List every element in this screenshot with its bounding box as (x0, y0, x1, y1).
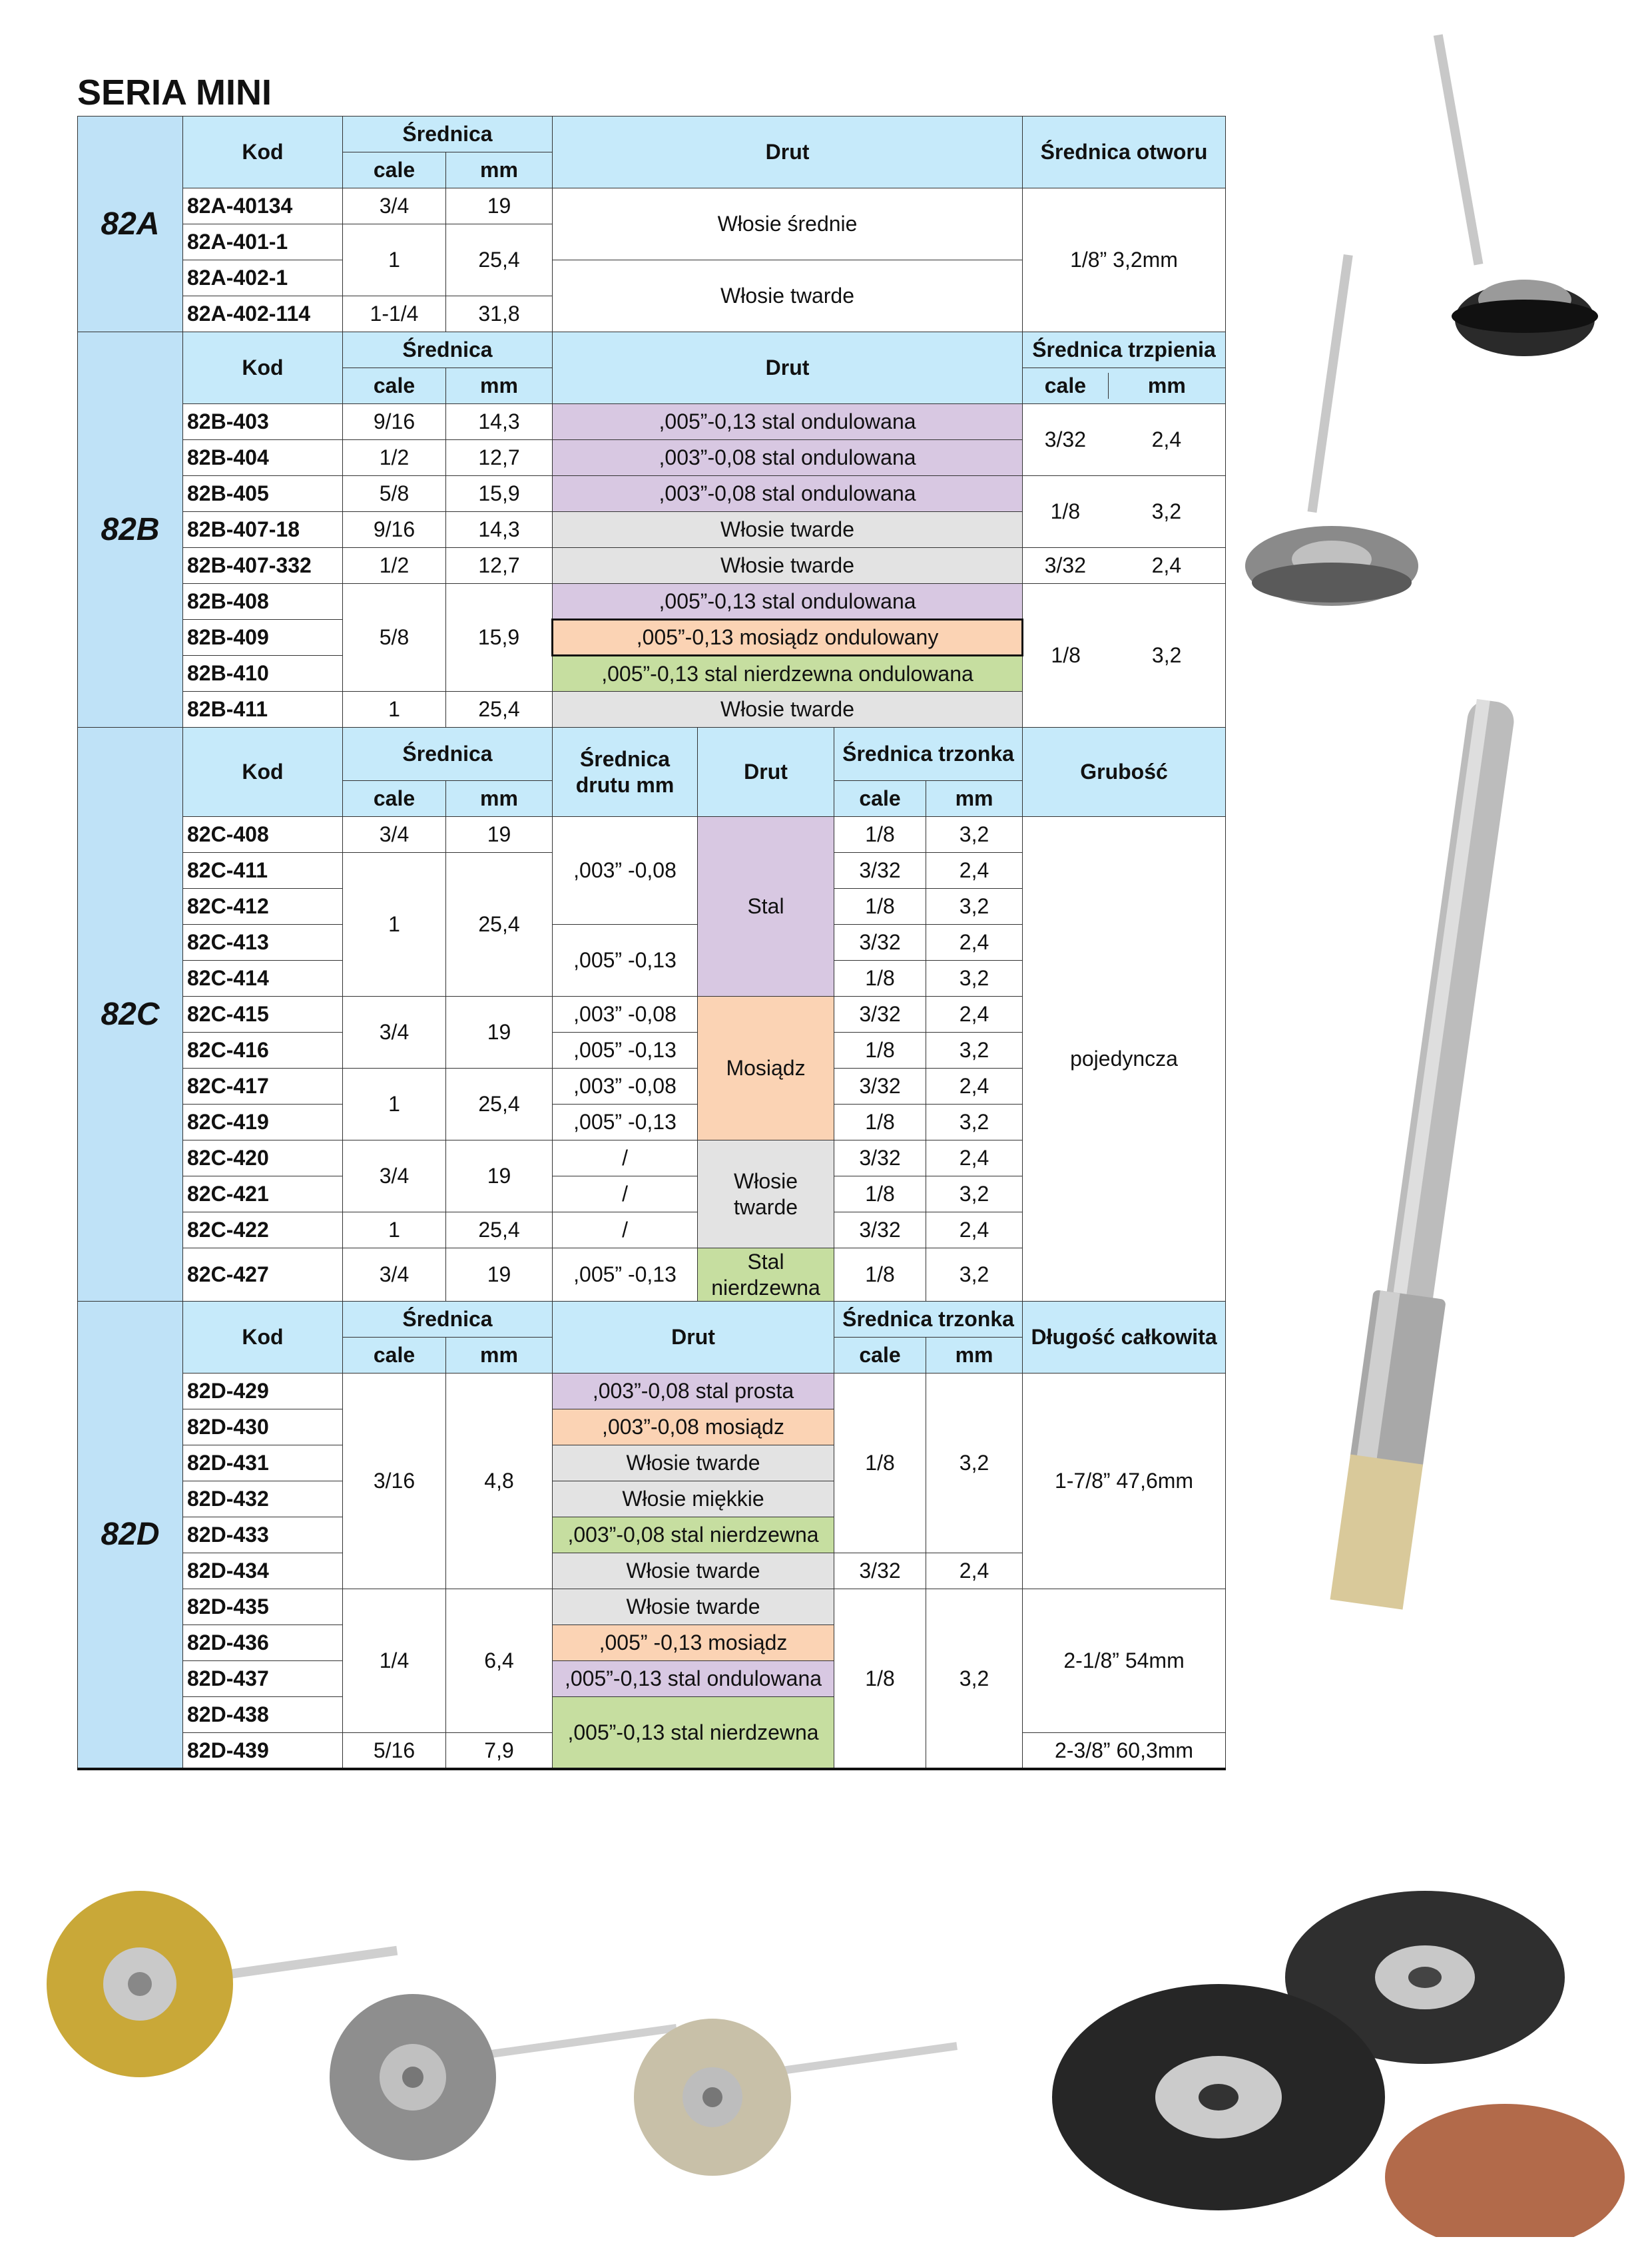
code-cell: 82B-405 (183, 476, 343, 512)
page-title: SERIA MINI (77, 73, 272, 113)
mm-cell: 25,4 (446, 1069, 553, 1140)
dlugosc-cell: 2-1/8” 54mm (1023, 1589, 1226, 1733)
drut-cell: ,005”-0,13 stal ondulowana (553, 1661, 834, 1697)
series-label: 82B (78, 332, 183, 728)
cale-cell: 3/4 (343, 188, 446, 224)
header-drut: Drut (698, 728, 834, 817)
drut-cell: Włosie miękkie (553, 1481, 834, 1517)
header-mm: mm (446, 368, 553, 404)
cale-cell: 3/4 (343, 997, 446, 1069)
header-cale: cale (1023, 373, 1109, 398)
cale-cell: 5/8 (343, 584, 446, 692)
code-cell: 82C-422 (183, 1212, 343, 1248)
mm-cell: 25,4 (446, 692, 553, 728)
header-cale: cale (834, 781, 926, 817)
header-grubosc: Grubość (1023, 728, 1226, 817)
trzonek-cale: 1/8 (834, 1033, 926, 1069)
trzonek-mm: 2,4 (926, 853, 1023, 889)
sr-drutu-cell: ,005” -0,13 (553, 1248, 698, 1302)
header-kod: Kod (183, 728, 343, 817)
grubosc-cell: pojedyncza (1023, 817, 1226, 1302)
cup-brush-photo (1432, 20, 1631, 406)
code-cell: 82C-421 (183, 1176, 343, 1212)
code-cell: 82C-414 (183, 961, 343, 997)
series-label: 82D (78, 1302, 183, 1769)
header-mm: mm (446, 152, 553, 188)
mm-cell: 25,4 (446, 853, 553, 997)
mm-cell: 19 (446, 1248, 553, 1302)
drut-cell: ,003”-0,08 stal nierdzewna (553, 1517, 834, 1553)
drut-cell: ,005”-0,13 stal nierdzewna (553, 1697, 834, 1769)
mm-cell: 25,4 (446, 1212, 553, 1248)
code-cell: 82D-434 (183, 1553, 343, 1589)
code-cell: 82D-429 (183, 1374, 343, 1409)
cale-cell: 3/4 (343, 1248, 446, 1302)
sr-drutu-cell: / (553, 1212, 698, 1248)
otwor-cell: 1/8” 3,2mm (1023, 188, 1226, 332)
mm-cell: 12,7 (446, 548, 553, 584)
trzonek-cale: 1/8 (834, 1589, 926, 1769)
trzonek-mm: 2,4 (926, 1069, 1023, 1105)
drut-cell: ,005”-0,13 mosiądz ondulowany (553, 620, 1023, 656)
drut-cell: Włosie twarde (553, 1445, 834, 1481)
code-cell: 82B-407-332 (183, 548, 343, 584)
drut-cell: Mosiądz (698, 997, 834, 1140)
code-cell: 82D-431 (183, 1445, 343, 1481)
code-cell: 82C-415 (183, 997, 343, 1033)
end-brush-photo (1305, 699, 1585, 1644)
sr-drutu-cell: / (553, 1140, 698, 1176)
mm-cell: 19 (446, 997, 553, 1069)
wheel-brushes-coin-photo (999, 1877, 1638, 2237)
series-label: 82A (78, 117, 183, 332)
code-cell: 82A-401-1 (183, 224, 343, 260)
header-srednica: Średnica (343, 728, 553, 781)
trzpien-mm: 2,4 (1151, 427, 1182, 452)
drut-cell: ,003”-0,08 stal ondulowana (553, 440, 1023, 476)
header-cale: cale (343, 152, 446, 188)
drut-cell: Włosie twarde (553, 1589, 834, 1625)
cup-brush-photo (1232, 253, 1445, 639)
sr-drutu-cell: ,003” -0,08 (553, 1069, 698, 1105)
header-srednica-drutu: Średnica drutu mm (553, 728, 698, 817)
code-cell: 82B-409 (183, 620, 343, 656)
trzonek-mm: 3,2 (926, 1105, 1023, 1140)
sr-drutu-cell: ,005” -0,13 (553, 925, 698, 997)
trzpien-mm: 3,2 (1151, 499, 1182, 524)
trzonek-cale: 1/8 (834, 1374, 926, 1553)
code-cell: 82C-411 (183, 853, 343, 889)
cale-cell: 1/2 (343, 440, 446, 476)
cale-cell: 1/4 (343, 1589, 446, 1733)
trzonek-cale: 3/32 (834, 1212, 926, 1248)
drut-cell: ,005”-0,13 stal ondulowana (553, 404, 1023, 440)
code-cell: 82A-402-114 (183, 296, 343, 332)
trzpien-cale: 3/32 (1044, 553, 1086, 578)
series-label: 82C (78, 728, 183, 1302)
code-cell: 82C-413 (183, 925, 343, 961)
trzonek-cale: 3/32 (834, 1069, 926, 1105)
header-mm: mm (1147, 374, 1186, 398)
mm-cell: 25,4 (446, 224, 553, 296)
code-cell: 82C-427 (183, 1248, 343, 1302)
mm-cell: 31,8 (446, 296, 553, 332)
drut-cell: ,003”-0,08 stal ondulowana (553, 476, 1023, 512)
trzpien-cale: 1/8 (1051, 643, 1081, 668)
cale-cell: 3/4 (343, 1140, 446, 1212)
header-cale: cale (834, 1338, 926, 1374)
mm-cell: 14,3 (446, 512, 553, 548)
header-cale: cale (343, 1338, 446, 1374)
trzpien-mm: 2,4 (1151, 553, 1182, 578)
header-kod: Kod (183, 117, 343, 188)
header-dlugosc: Długość całkowita (1023, 1302, 1226, 1374)
code-cell: 82A-402-1 (183, 260, 343, 296)
cale-cell: 5/8 (343, 476, 446, 512)
code-cell: 82B-411 (183, 692, 343, 728)
header-mm: mm (926, 781, 1023, 817)
header-cale: cale (343, 368, 446, 404)
drut-cell: Stal (698, 817, 834, 997)
mm-cell: 19 (446, 188, 553, 224)
code-cell: 82D-430 (183, 1409, 343, 1445)
wheel-brushes-photo (40, 1877, 972, 2184)
code-cell: 82D-432 (183, 1481, 343, 1517)
mm-cell: 15,9 (446, 476, 553, 512)
code-cell: 82B-408 (183, 584, 343, 620)
trzonek-mm: 2,4 (926, 1140, 1023, 1176)
trzonek-cale: 3/32 (834, 853, 926, 889)
drut-cell: ,005” -0,13 mosiądz (553, 1625, 834, 1661)
drut-cell: Włosie twarde (553, 1553, 834, 1589)
cale-cell: 3/16 (343, 1374, 446, 1589)
mm-cell: 7,9 (446, 1733, 553, 1769)
drut-cell: ,005”-0,13 stal nierdzewna ondulowana (553, 656, 1023, 692)
cale-cell: 1 (343, 853, 446, 997)
code-cell: 82B-403 (183, 404, 343, 440)
mm-cell: 19 (446, 1140, 553, 1212)
header-drut: Drut (553, 117, 1023, 188)
header-kod: Kod (183, 1302, 343, 1374)
trzonek-cale: 1/8 (834, 889, 926, 925)
sr-drutu-cell: ,005” -0,13 (553, 1105, 698, 1140)
drut-cell: ,005”-0,13 stal ondulowana (553, 584, 1023, 620)
trzonek-mm: 2,4 (926, 925, 1023, 961)
cale-cell: 9/16 (343, 512, 446, 548)
cale-cell: 1-1/4 (343, 296, 446, 332)
cale-cell: 9/16 (343, 404, 446, 440)
drut-cell: ,003”-0,08 mosiądz (553, 1409, 834, 1445)
trzonek-cale: 3/32 (834, 1553, 926, 1589)
drut-cell: Włosie twarde (553, 512, 1023, 548)
header-drut: Drut (553, 332, 1023, 404)
header-cale: cale (343, 781, 446, 817)
mm-cell: 12,7 (446, 440, 553, 476)
drut-cell: Włosie twarde (553, 260, 1023, 332)
mm-cell: 4,8 (446, 1374, 553, 1589)
trzonek-mm: 3,2 (926, 889, 1023, 925)
cale-cell: 5/16 (343, 1733, 446, 1769)
trzpien-cale: 3/32 (1044, 427, 1086, 452)
sr-drutu-cell: / (553, 1176, 698, 1212)
mm-cell: 6,4 (446, 1589, 553, 1733)
code-cell: 82D-437 (183, 1661, 343, 1697)
trzonek-mm: 3,2 (926, 1248, 1023, 1302)
trzonek-mm: 3,2 (926, 1033, 1023, 1069)
header-srednica-trzpienia: Średnica trzpienia (1023, 332, 1226, 368)
code-cell: 82C-408 (183, 817, 343, 853)
trzonek-cale: 3/32 (834, 925, 926, 961)
trzonek-mm: 3,2 (926, 1374, 1023, 1553)
cale-cell: 1 (343, 224, 446, 296)
trzonek-cale: 3/32 (834, 997, 926, 1033)
product-table (77, 116, 1226, 1770)
cale-cell: 3/4 (343, 817, 446, 853)
header-srednica-trzonka: Średnica trzonka (834, 1302, 1023, 1338)
code-cell: 82B-407-18 (183, 512, 343, 548)
mm-cell: 15,9 (446, 584, 553, 692)
trzonek-mm: 2,4 (926, 1553, 1023, 1589)
sr-drutu-cell: ,005” -0,13 (553, 1033, 698, 1069)
trzonek-cale: 1/8 (834, 961, 926, 997)
header-srednica: Średnica (343, 1302, 553, 1338)
code-cell: 82C-416 (183, 1033, 343, 1069)
code-cell: 82C-419 (183, 1105, 343, 1140)
mm-cell: 19 (446, 817, 553, 853)
trzonek-mm: 3,2 (926, 817, 1023, 853)
code-cell: 82C-420 (183, 1140, 343, 1176)
trzpien-cale: 1/8 (1050, 499, 1081, 524)
dlugosc-cell: 1-7/8” 47,6mm (1023, 1374, 1226, 1589)
code-cell: 82D-436 (183, 1625, 343, 1661)
mm-cell: 14,3 (446, 404, 553, 440)
code-cell: 82D-435 (183, 1589, 343, 1625)
drut-cell: Włosie twarde (698, 1140, 834, 1248)
cale-cell: 1 (343, 1069, 446, 1140)
header-srednica-trzonka: Średnica trzonka (834, 728, 1023, 781)
code-cell: 82A-40134 (183, 188, 343, 224)
code-cell: 82B-404 (183, 440, 343, 476)
sr-drutu-cell: ,003” -0,08 (553, 997, 698, 1033)
cale-cell: 1 (343, 1212, 446, 1248)
trzonek-cale: 3/32 (834, 1140, 926, 1176)
trzonek-mm: 3,2 (926, 1589, 1023, 1769)
code-cell: 82C-417 (183, 1069, 343, 1105)
trzonek-mm: 2,4 (926, 997, 1023, 1033)
header-srednica-otworu: Średnica otworu (1023, 117, 1226, 188)
trzonek-cale: 1/8 (834, 817, 926, 853)
header-srednica: Średnica (343, 332, 553, 368)
cale-cell: 1 (343, 692, 446, 728)
code-cell: 82B-410 (183, 656, 343, 692)
sr-drutu-cell: ,003” -0,08 (553, 817, 698, 925)
cale-cell: 1/2 (343, 548, 446, 584)
code-cell: 82C-412 (183, 889, 343, 925)
header-mm: mm (926, 1338, 1023, 1374)
drut-cell: ,003”-0,08 stal prosta (553, 1374, 834, 1409)
trzonek-cale: 1/8 (834, 1248, 926, 1302)
header-mm: mm (446, 781, 553, 817)
code-cell: 82D-439 (183, 1733, 343, 1769)
code-cell: 82D-433 (183, 1517, 343, 1553)
drut-cell: Włosie średnie (553, 188, 1023, 260)
dlugosc-cell: 2-3/8” 60,3mm (1023, 1733, 1226, 1769)
drut-cell: Włosie twarde (553, 692, 1023, 728)
trzonek-cale: 1/8 (834, 1105, 926, 1140)
code-cell: 82D-438 (183, 1697, 343, 1733)
header-mm: mm (446, 1338, 553, 1374)
header-kod: Kod (183, 332, 343, 404)
drut-cell: Stal nierdzewna (698, 1248, 834, 1302)
trzonek-mm: 3,2 (926, 961, 1023, 997)
header-drut: Drut (553, 1302, 834, 1374)
trzpien-mm: 3,2 (1151, 643, 1182, 668)
drut-cell: Włosie twarde (553, 548, 1023, 584)
trzonek-mm: 3,2 (926, 1176, 1023, 1212)
trzonek-cale: 1/8 (834, 1176, 926, 1212)
header-srednica: Średnica (343, 117, 553, 152)
trzonek-mm: 2,4 (926, 1212, 1023, 1248)
